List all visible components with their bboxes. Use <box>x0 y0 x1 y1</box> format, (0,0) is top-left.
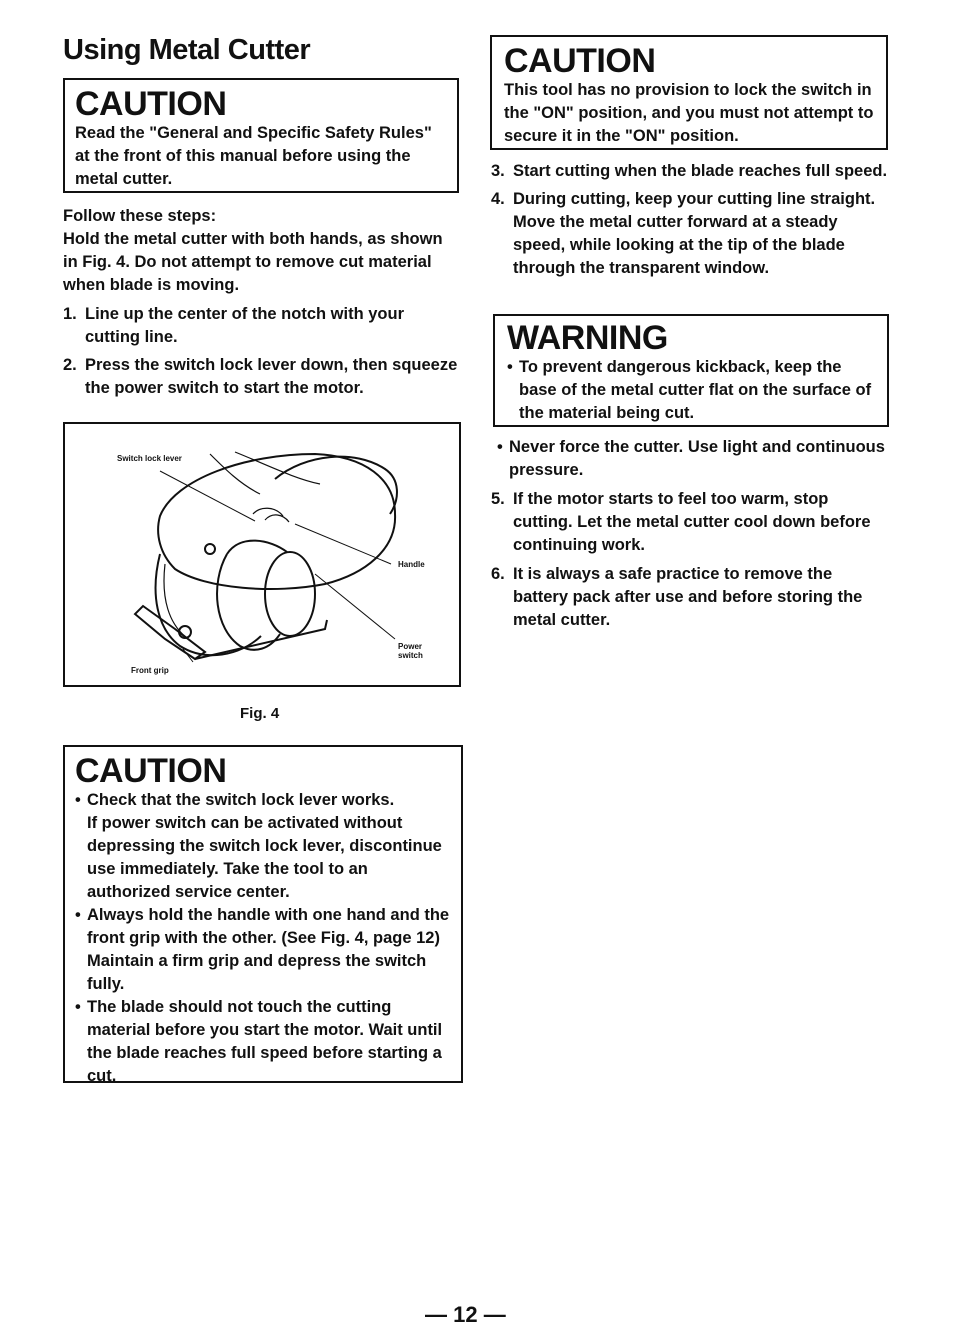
bullet-lead: Check that the switch lock lever works. <box>87 791 395 809</box>
step-number: 4. <box>491 190 505 208</box>
step-number: 5. <box>491 490 505 508</box>
step-text: Press the switch lock lever down, then squeeze the power switch to start the motor. <box>85 356 458 397</box>
warning-title: WARNING <box>507 319 668 357</box>
caution-title: CAUTION <box>75 85 227 123</box>
label-front-grip: Front grip <box>131 666 169 675</box>
step-text: Start cutting when the blade reaches full speed. <box>513 162 888 180</box>
page-number: — 12 — <box>425 1302 506 1327</box>
figure-frame <box>63 422 461 687</box>
right-steps-a <box>491 160 889 280</box>
label-handle: Handle <box>398 560 425 569</box>
caution-bullet: • Check that the switch lock lever works. If power switch can be activated without depressing the switch lock lever, discontinue use immediately. Take the tool to an authorized service center. <box>75 791 442 901</box>
right-steps-b <box>491 436 889 632</box>
step-number: 1. <box>63 305 77 323</box>
follow-steps-label: Follow these steps: <box>63 207 217 225</box>
note-bullet: • Never force the cutter. Use light and continuous pressure. <box>497 436 889 482</box>
caution-bullet: • Always hold the handle with one hand and the front grip with the other. (See Fig. 4, page 12) Maintain a firm grip and depress the switch fully. <box>75 904 451 996</box>
caution-title: CAUTION <box>504 42 656 80</box>
bullet-text: If power switch can be activated without depressing the switch lock lever, discontinue use immediately. Take the tool to an authorized service center. <box>87 814 442 901</box>
bullet-text: The blade should not touch the cutting material before you start the motor. Wait until the blade reaches full speed before starting a cut. <box>87 998 443 1085</box>
section-title: Using Metal Cutter <box>63 34 311 66</box>
step-number: 3. <box>491 162 505 180</box>
caution-text: This tool has no provision to lock the switch in the "ON" position, and you must not attempt to secure it in the "ON" position. <box>504 81 874 145</box>
step-1 <box>63 303 461 349</box>
step-number: 6. <box>491 565 505 583</box>
caution-bullets <box>75 789 451 1088</box>
caution-title: CAUTION <box>75 752 227 790</box>
caution-text: Read the "General and Specific Safety Rules" at the front of this manual before using the metal cutter. <box>75 124 432 188</box>
intro-paragraph: Hold the metal cutter with both hands, as shown in Fig. 4. Do not attempt to remove cut material when blade is moving. <box>63 230 443 294</box>
step-text: Line up the center of the notch with your cutting line. <box>85 305 405 346</box>
bullet-text: Always hold the handle with one hand and the front grip with the other. (See Fig. 4, page 12) Maintain a firm grip and depress the switch fully. <box>87 906 450 993</box>
step-3 <box>491 160 889 183</box>
step-text: It is always a safe practice to remove the battery pack after use and before storing the metal cutter. <box>513 565 863 629</box>
step-6 <box>491 563 889 632</box>
step-text: If the motor starts to feel too warm, stop cutting. Let the metal cutter cool down before continuing work. <box>513 490 871 554</box>
step-2 <box>63 354 461 400</box>
caution-box-1 <box>63 78 459 193</box>
bullet-text: Never force the cutter. Use light and continuous pressure. <box>509 438 885 479</box>
warning-bullet: • To prevent dangerous kickback, keep the base of the metal cutter flat on the surface of the material being cut. <box>507 356 877 425</box>
caution-bullet: • The blade should not touch the cutting material before you start the motor. Wait until the blade reaches full speed before starting a cut. <box>75 996 451 1088</box>
bullet-text: To prevent dangerous kickback, keep the base of the metal cutter flat on the surface of the material being cut. <box>519 358 872 422</box>
warning-box <box>493 314 889 427</box>
step-5 <box>491 488 889 557</box>
caution-box-3 <box>490 35 888 150</box>
caution-box-2 <box>63 745 463 1083</box>
step-number: 2. <box>63 356 77 374</box>
step-text: During cutting, keep your cutting line straight. Move the metal cutter forward at a steady speed, while looking at the tip of the blade through the transparent window. <box>513 190 876 277</box>
figure-caption: Fig. 4 <box>240 705 280 722</box>
label-power-switch: Power switch <box>398 642 423 660</box>
step-4 <box>491 188 889 280</box>
left-instructions <box>63 205 461 400</box>
label-switch-lock-lever: Switch lock lever <box>117 454 182 463</box>
